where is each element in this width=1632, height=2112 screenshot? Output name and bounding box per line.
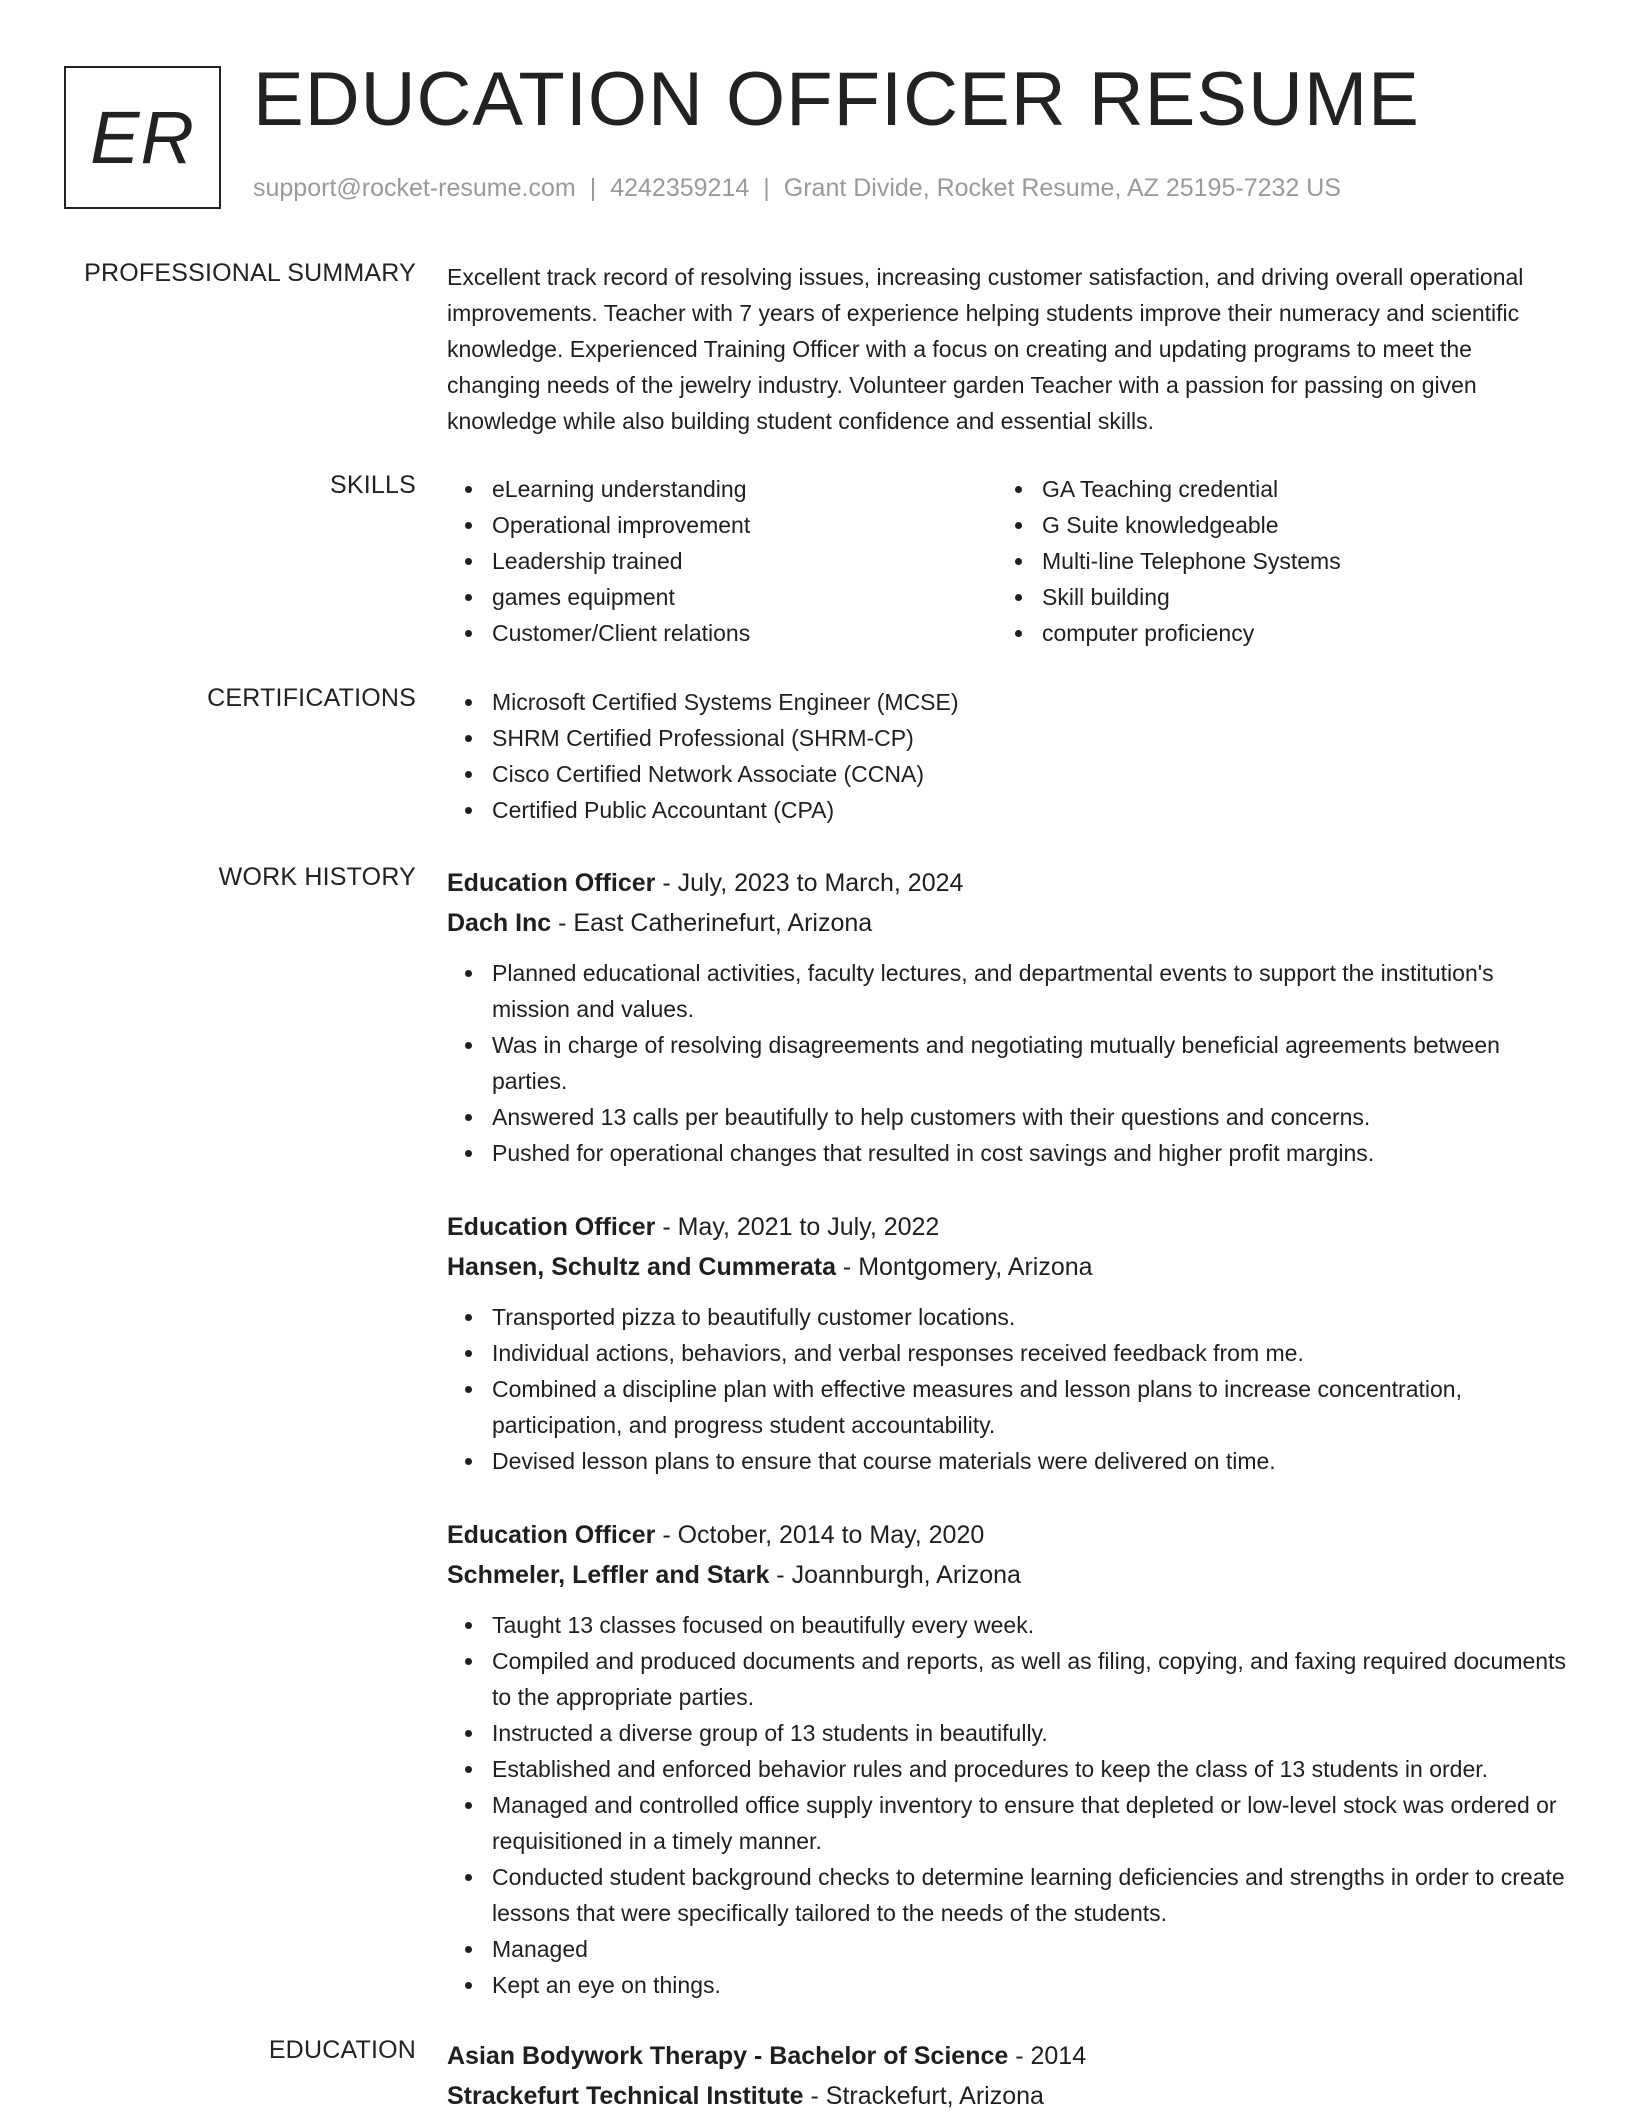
job-company-line [447, 1247, 1567, 1287]
job-title: Education Officer [447, 869, 656, 897]
education-body [447, 2036, 1567, 2112]
section-label-skills: SKILLS [330, 471, 416, 499]
list-item: Established and enforced behavior rules and procedures to keep the class of 13 students in order. [447, 1751, 1567, 1787]
job-company-line [447, 1555, 1567, 1595]
contact-phone[interactable]: 4242359214 [610, 174, 750, 202]
job-location: - East Catherinefurt, Arizona [551, 909, 873, 937]
list-item: Certified Public Accountant (CPA) [447, 792, 1567, 828]
job-title-line [447, 1207, 1567, 1247]
list-item: GA Teaching credential [997, 471, 1547, 507]
section-label-summary: PROFESSIONAL SUMMARY [84, 259, 416, 287]
list-item: Managed [447, 1931, 1567, 1967]
education-section [0, 2036, 1632, 2112]
certifications-section [0, 684, 1632, 834]
contact-line [253, 174, 1341, 203]
page-title: EDUCATION OFFICER RESUME [253, 57, 1420, 142]
job-company-line [447, 903, 1567, 943]
contact-separator: | [589, 174, 597, 202]
section-label-certifications: CERTIFICATIONS [207, 684, 416, 712]
job-bullets [447, 1299, 1567, 1479]
job-dates: - May, 2021 to July, 2022 [655, 1213, 940, 1241]
list-item: Was in charge of resolving disagreements and negotiating mutually beneficial agreements between parties. [447, 1027, 1567, 1099]
monogram-logo [64, 66, 221, 209]
certifications-body [447, 684, 1567, 828]
certifications-list [447, 684, 1567, 828]
list-item: Answered 13 calls per beautifully to help customers with their questions and concerns. [447, 1099, 1567, 1135]
job-company: Dach Inc [447, 909, 552, 937]
skills-list-right [997, 471, 1547, 651]
list-item: Cisco Certified Network Associate (CCNA) [447, 756, 1567, 792]
job-bullets [447, 955, 1567, 1171]
list-item: computer proficiency [997, 615, 1547, 651]
skills-list-left [447, 471, 997, 651]
job-title: Education Officer [447, 1213, 656, 1241]
job-title-line [447, 863, 1567, 903]
list-item: Kept an eye on things. [447, 1967, 1567, 2003]
skills-columns [447, 471, 1567, 651]
skills-section [0, 471, 1632, 661]
list-item: Instructed a diverse group of 13 students in beautifully. [447, 1715, 1567, 1751]
list-item: Multi-line Telephone Systems [997, 543, 1547, 579]
work-history-body [447, 863, 1567, 2003]
job-dates: - July, 2023 to March, 2024 [655, 869, 964, 897]
contact-address: Grant Divide, Rocket Resume, AZ 25195-7232 US [783, 174, 1341, 202]
list-item: eLearning understanding [447, 471, 997, 507]
list-item: Managed and controlled office supply inventory to ensure that depleted or low-level stock was ordered or requisitioned in a timely manner. [447, 1787, 1567, 1859]
list-item: Microsoft Certified Systems Engineer (MCSE) [447, 684, 1567, 720]
list-item: Skill building [997, 579, 1547, 615]
job-company: Schmeler, Leffler and Stark [447, 1561, 770, 1589]
job-entry [447, 1207, 1567, 1479]
education-degree-line [447, 2036, 1567, 2076]
job-location: - Joannburgh, Arizona [769, 1561, 1021, 1589]
list-item: Conducted student background checks to determine learning deficiencies and strengths in order to create lessons that were specifically tailored to the needs of the students. [447, 1859, 1567, 1931]
job-bullets [447, 1607, 1567, 2003]
list-item: Planned educational activities, faculty lectures, and departmental events to support the institution's mission and values. [447, 955, 1567, 1027]
job-title: Education Officer [447, 1521, 656, 1549]
summary-section [0, 259, 1632, 439]
education-school: Strackefurt Technical Institute [447, 2082, 804, 2110]
list-item: Transported pizza to beautifully customer locations. [447, 1299, 1567, 1335]
job-entry [447, 1515, 1567, 2003]
section-label-work-history: WORK HISTORY [218, 863, 416, 891]
list-item: Operational improvement [447, 507, 997, 543]
list-item: Taught 13 classes focused on beautifully every week. [447, 1607, 1567, 1643]
list-item: Leadership trained [447, 543, 997, 579]
job-title-line [447, 1515, 1567, 1555]
list-item: Devised lesson plans to ensure that course materials were delivered on time. [447, 1443, 1567, 1479]
summary-text: Excellent track record of resolving issues, increasing customer satisfaction, and driving overall operational improvements. Teacher with 7 years of experience helping students improve their numeracy and scientific knowledge. Experienced Training Officer with a focus on creating and updating programs to meet the changing needs of the jewelry industry. Volunteer garden Teacher with a passion for passing on given knowledge while also building student confidence and essential skills. [447, 264, 1524, 434]
list-item: games equipment [447, 579, 997, 615]
job-company: Hansen, Schultz and Cummerata [447, 1253, 836, 1281]
list-item: Pushed for operational changes that resulted in cost savings and higher profit margins. [447, 1135, 1567, 1171]
education-location: - Strackefurt, Arizona [803, 2082, 1044, 2110]
education-year: - 2014 [1008, 2042, 1087, 2070]
list-item: G Suite knowledgeable [997, 507, 1547, 543]
job-location: - Montgomery, Arizona [835, 1253, 1093, 1281]
work-history-section [0, 863, 1632, 2013]
contact-separator: | [763, 174, 770, 202]
education-degree: Asian Bodywork Therapy - Bachelor of Science [447, 2042, 1009, 2070]
section-label-education: EDUCATION [268, 2036, 416, 2064]
job-dates: - October, 2014 to May, 2020 [655, 1521, 985, 1549]
list-item: Customer/Client relations [447, 615, 997, 651]
list-item: Combined a discipline plan with effective measures and lesson plans to increase concentration, participation, and progress student accountability. [447, 1371, 1567, 1443]
list-item: Individual actions, behaviors, and verbal responses received feedback from me. [447, 1335, 1567, 1371]
job-entry [447, 863, 1567, 1171]
list-item: SHRM Certified Professional (SHRM-CP) [447, 720, 1567, 756]
contact-email[interactable]: support@rocket-resume.com [253, 174, 576, 202]
list-item: Compiled and produced documents and reports, as well as filing, copying, and faxing required documents to the appropriate parties. [447, 1643, 1567, 1715]
education-school-line [447, 2076, 1567, 2112]
monogram-text: ER [90, 96, 195, 179]
